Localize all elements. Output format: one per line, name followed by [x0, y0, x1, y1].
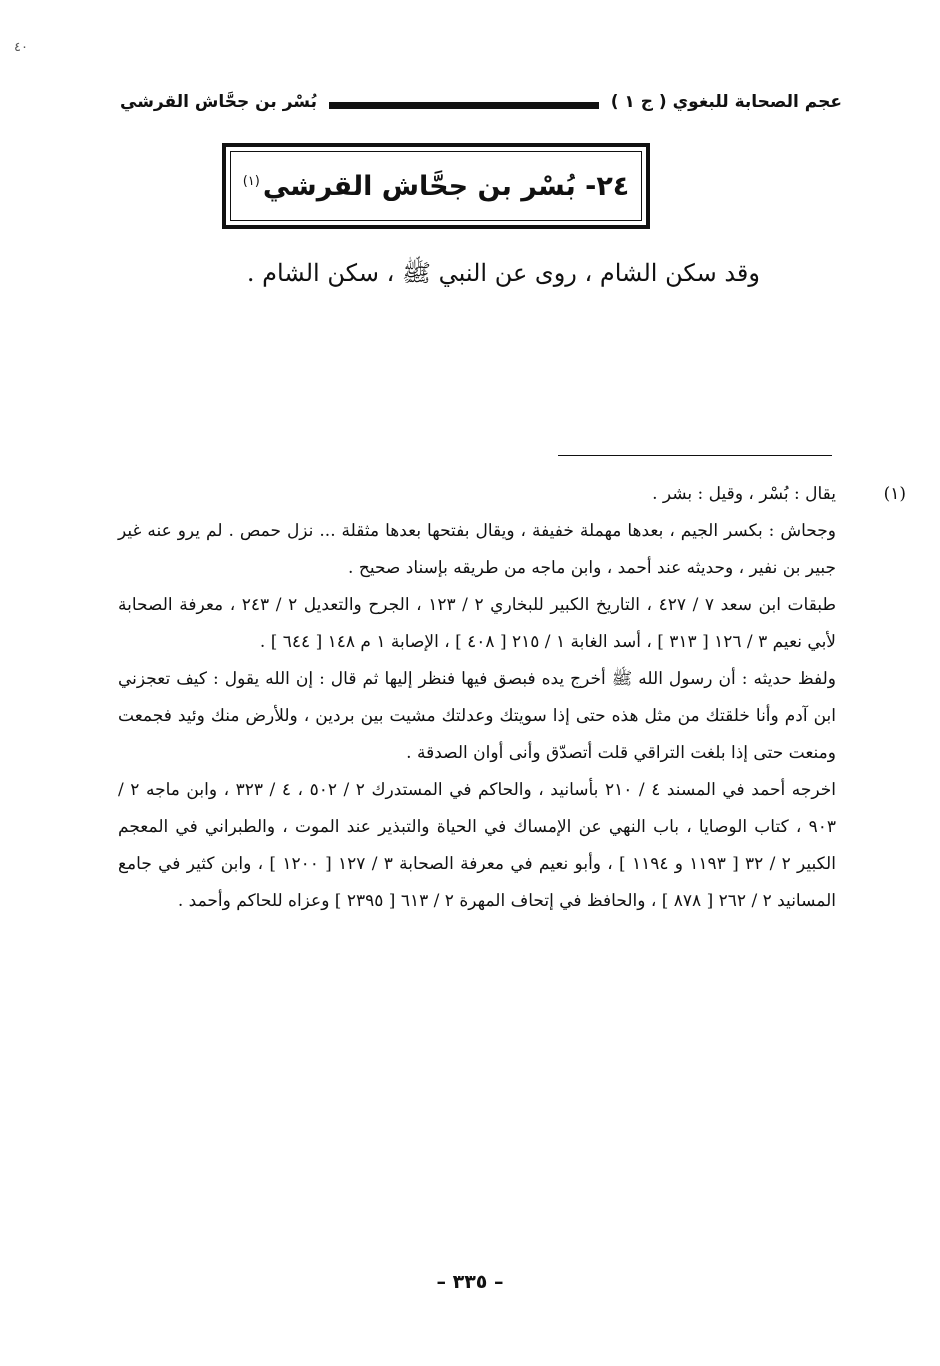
footnote-paragraph: وجحاش : بكسر الجيم ، بعدها مهملة خفيفة ، ويقال بفتحها بعدها مثقلة ... نزل حمص . لم يرو عنه غير جبير بن نفير ، وحديثه عند أحمد ، وابن ماجه من طريقه بإسناد صحيح .: [118, 521, 836, 578]
entry-title-text: ٢٤- بُسْر بن جحَّاش القرشي: [262, 170, 630, 202]
header-book-title: عجم الصحابة للبغوي ( ج ١ ): [610, 92, 842, 112]
page-corner-mark: ٤٠: [14, 40, 28, 55]
footnote-marker: (١): [883, 484, 906, 504]
entry-title-inner-frame: [230, 151, 642, 221]
footnote-paragraph: اخرجه أحمد في المسند ٤ / ٢١٠ بأسانيد ، والحاكم في المستدرك ٢ / ٥٠٢ ، ٤ / ٣٢٣ ، وابن ماجه ٢ / ٩٠٣ ، كتاب الوصايا ، باب النهي عن الإمساك في الحياة والتبذير عند الموت ، والطبراني في المعجم الكبير ٢ / ٣٢ [ ١١٩٣ و ١١٩٤ ] ، وأبو نعيم في معرفة الصحابة ٣ / ١٢٧ [ ١٢٠٠ ] ، وابن كثير في جامع المسانيد ٢ / ٢٦٢ [ ٨٧٨ ] ، والحافظ في إتحاف المهرة ٢ / ٦١٣ [ ٢٣٩٥ ] وعزاه للحاكم وأحمد .: [118, 780, 837, 911]
footnote-separator: [558, 455, 832, 456]
page-number: – ٣٣٥ –: [436, 1271, 504, 1293]
entry-title-frame: [222, 143, 650, 229]
entry-intro-text: وقد سكن الشام ، روى عن النبي ﷺ ، سكن الشام .: [246, 259, 760, 287]
header-entry-name: بُسْر بن جحَّاش القرشي: [120, 92, 317, 112]
footnote-paragraph: طبقات ابن سعد ٧ / ٤٢٧ ، التاريخ الكبير للبخاري ٢ / ١٢٣ ، الجرح والتعديل ٢ / ٢٤٣ ، معرفة الصحابة لأبي نعيم ٣ / ١٢٦ [ ٣١٣ ] ، أسد الغابة ١ / ٢١٥ [ ٤٠٨ ] ، الإصابة ١ م ١٤٨ [ ٦٤٤ ] .: [118, 595, 836, 652]
running-header: [120, 84, 842, 120]
entry-title: [243, 171, 630, 202]
footnote-paragraph: يقال : بُسْر ، وقيل : بشر .: [652, 484, 836, 504]
footnote-block: [118, 476, 906, 920]
header-rule: [329, 102, 599, 109]
footnote-paragraph: ولفظ حديثه : أن رسول الله ﷺ أخرج يده فبصق فيها فنظر إليها ثم قال : إن الله يقول : كيف تعجزني ابن آدم وأنا خلقتك من مثل هذه حتى إذا سويتك وعدلتك مشيت بين بردين ، وللأرض منك وئيد فجمعت ومنعت حتى إذا بلغت التراقي قلت أتصدّق وأنى أوان الصدقة .: [118, 669, 836, 763]
entry-title-note-ref: (١): [242, 173, 260, 189]
